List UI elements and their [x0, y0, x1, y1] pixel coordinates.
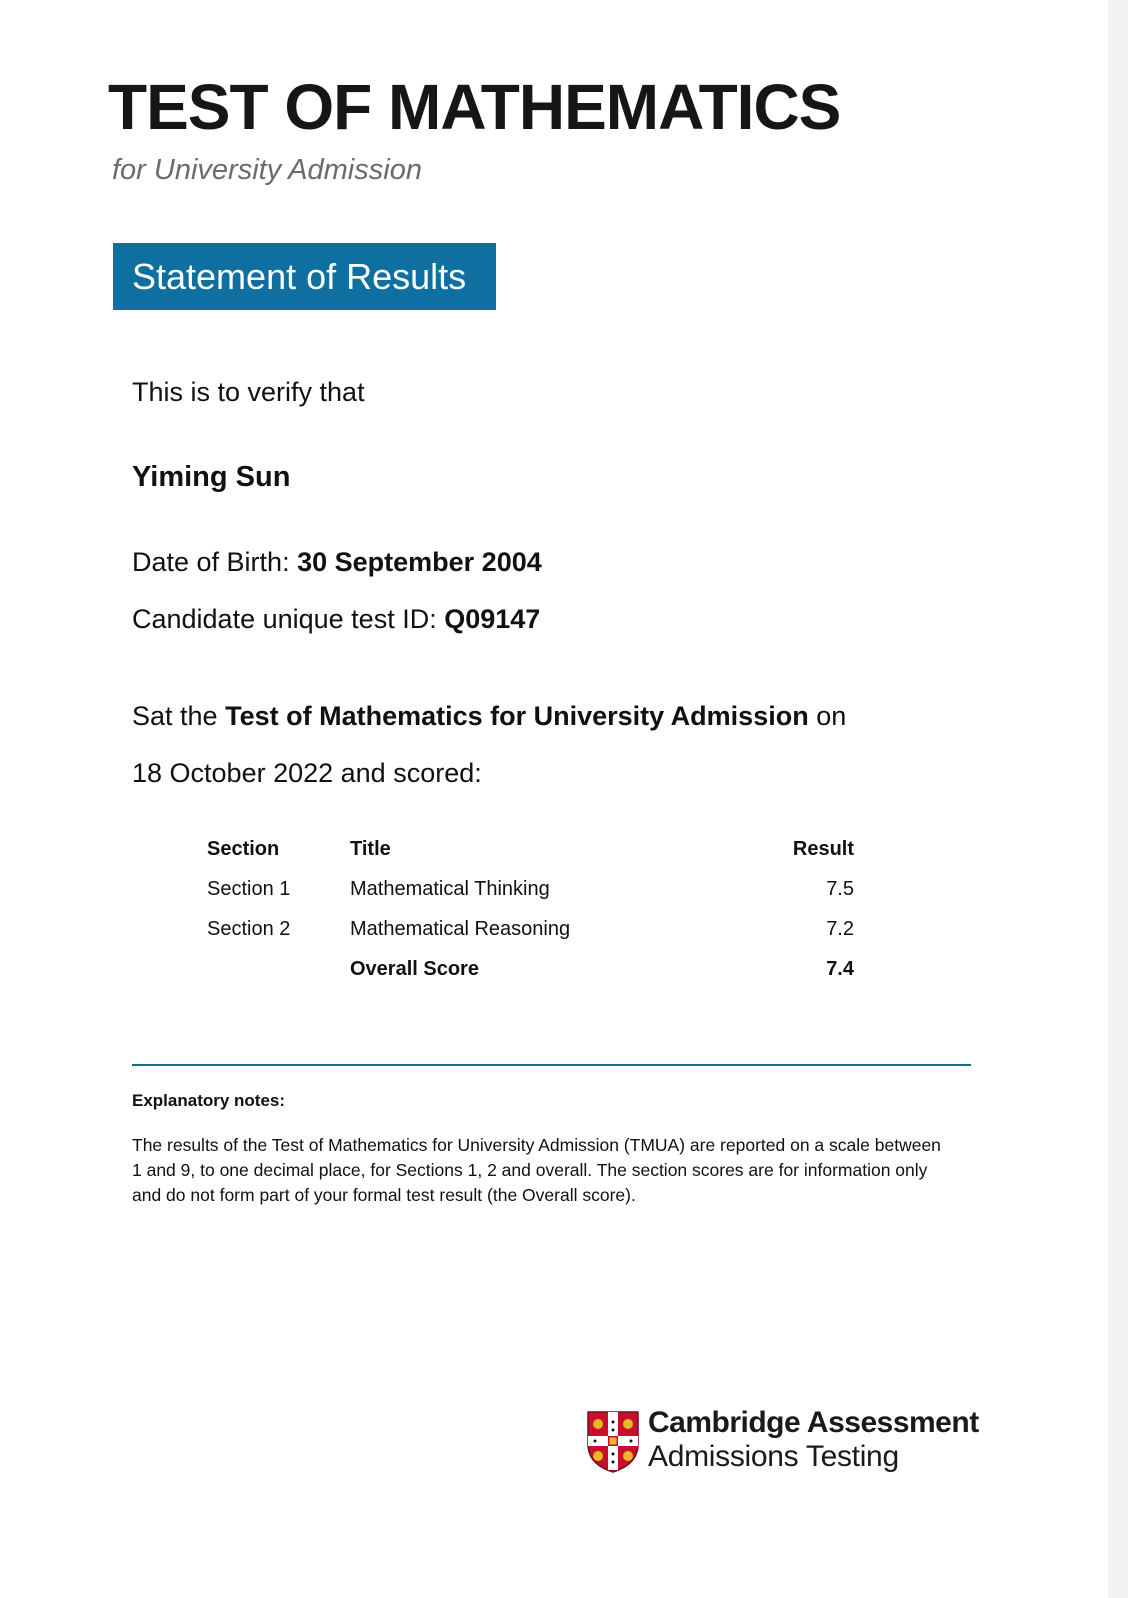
row-title: Mathematical Reasoning	[350, 918, 571, 940]
document-title: TEST OF MATHEMATICS	[108, 71, 841, 143]
date-of-birth	[132, 547, 542, 578]
verify-text: This is to verify that	[132, 377, 365, 407]
sat-suffix: on	[816, 701, 847, 731]
results-table	[207, 838, 857, 998]
dob-label: Date of Birth:	[132, 547, 290, 577]
cambridge-logo	[586, 1406, 979, 1478]
row-result: 7.2	[826, 918, 854, 940]
sat-prefix: Sat the	[132, 701, 218, 731]
overall-result: 7.4	[826, 958, 854, 980]
candidate-name: Yiming Sun	[132, 461, 291, 493]
candidate-id	[132, 604, 540, 635]
notes-title: Explanatory notes:	[132, 1091, 286, 1110]
candidate-id-label: Candidate unique test ID:	[132, 604, 437, 634]
overall-score-row	[207, 958, 857, 998]
notes-body: The results of the Test of Mathematics for University Admission (TMUA) are reported on a scale between 1 and 9, to one decimal place, for Sections 1, 2 and overall. The section scores are for information only and do not form part of your formal test result (the Overall score).	[132, 1135, 941, 1205]
document-subtitle: for University Admission	[112, 154, 422, 186]
logo-line-2: Admissions Testing	[648, 1440, 899, 1473]
row-section: Section 2	[207, 918, 291, 940]
row-section: Section 1	[207, 878, 291, 900]
overall-title: Overall Score	[350, 958, 479, 980]
sat-date-line: 18 October 2022 and scored:	[132, 758, 482, 788]
statement-banner: Statement of Results	[113, 243, 496, 310]
logo-line-1: Cambridge Assessment	[648, 1406, 979, 1439]
sat-test-name: Test of Mathematics for University Admission	[225, 701, 809, 731]
row-result: 7.5	[826, 878, 854, 900]
dob-value: 30 September 2004	[297, 547, 542, 577]
divider	[132, 1064, 971, 1066]
candidate-id-value: Q09147	[444, 604, 541, 634]
sat-statement	[132, 701, 846, 732]
crest-icon	[586, 1410, 640, 1474]
header-title: Title	[350, 838, 391, 860]
table-row	[207, 878, 857, 918]
row-title: Mathematical Thinking	[350, 878, 550, 900]
header-section: Section	[207, 838, 280, 860]
results-header-row	[207, 838, 857, 878]
header-result: Result	[792, 838, 854, 860]
table-row	[207, 918, 857, 958]
